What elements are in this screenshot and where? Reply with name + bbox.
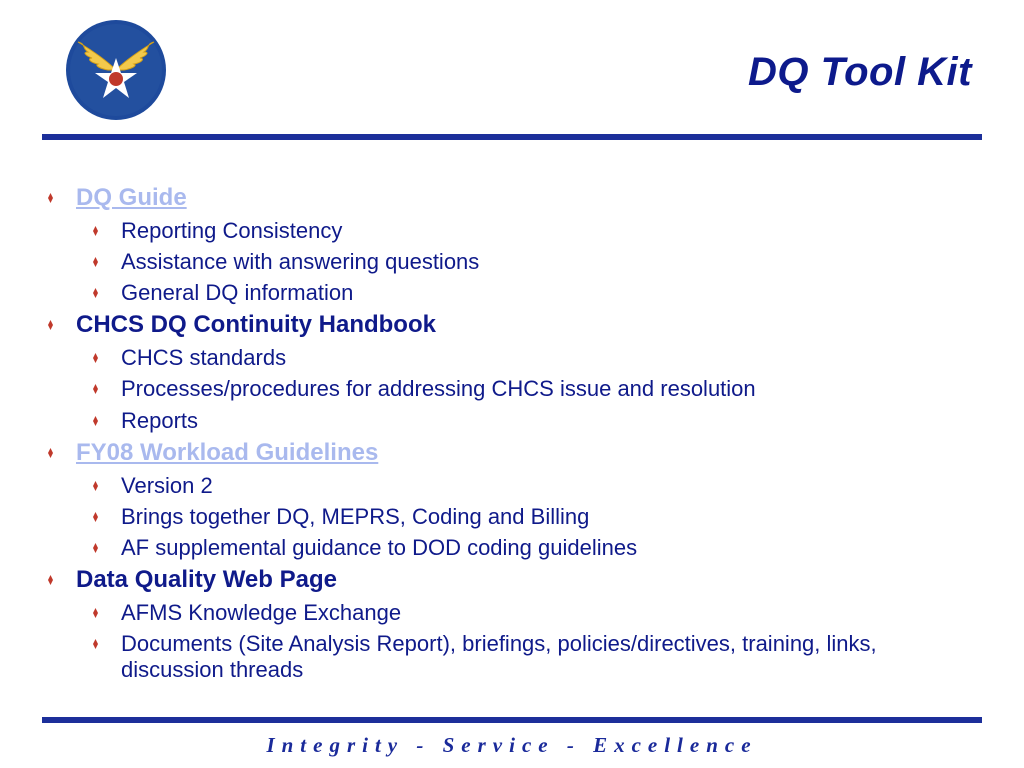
list-item [42, 280, 972, 305]
list-item [42, 218, 972, 243]
list-item [42, 249, 972, 274]
list-item-label: CHCS standards [121, 345, 287, 371]
list-item-label: General DQ information [121, 280, 354, 306]
list-item [42, 408, 972, 433]
diamond-bullet-icon [93, 416, 98, 426]
list-item-label: Version 2 [121, 472, 213, 498]
list-item-label: Documents (Site Analysis Report), briefings, policies/directives, training, links, discussion threads [121, 631, 877, 682]
diamond-bullet-icon [93, 543, 98, 553]
header-divider [42, 134, 982, 140]
footer-divider [42, 717, 982, 723]
diamond-bullet-icon [93, 608, 98, 618]
list-item [42, 376, 972, 401]
list-item [42, 345, 972, 370]
list-item [42, 473, 972, 498]
list-item-label: Reports [121, 407, 199, 433]
diamond-bullet-icon [93, 481, 98, 491]
diamond-bullet-icon [93, 257, 98, 267]
diamond-bullet-icon [93, 512, 98, 522]
list-item-label: AF supplemental guidance to DOD coding guidelines [121, 535, 638, 561]
list-item-label: Brings together DQ, MEPRS, Coding and Billing [121, 503, 590, 529]
list-item-label: Reporting Consistency [121, 217, 343, 243]
bullet-list [42, 180, 972, 688]
diamond-bullet-icon [48, 193, 53, 203]
diamond-bullet-icon [48, 320, 53, 330]
list-item-label: AFMS Knowledge Exchange [121, 600, 402, 626]
list-item[interactable] [42, 184, 972, 212]
winged-star-logo-icon [64, 18, 168, 122]
list-item [42, 631, 972, 682]
footer-motto: Integrity - Service - Excellence [266, 733, 758, 757]
diamond-bullet-icon [93, 353, 98, 363]
list-item [42, 311, 972, 339]
diamond-bullet-icon [93, 288, 98, 298]
list-item[interactable] [42, 439, 972, 467]
fy08-workload-guidelines-link[interactable]: FY08 Workload Guidelines [76, 438, 379, 466]
list-item-label: CHCS DQ Continuity Handbook [76, 311, 436, 339]
list-item [42, 535, 972, 560]
list-item-label: Assistance with answering questions [121, 248, 480, 274]
list-item-label: Processes/procedures for addressing CHCS issue and resolution [121, 376, 756, 402]
diamond-bullet-icon [48, 448, 53, 458]
list-item [42, 504, 972, 529]
page-title: DQ Tool Kit [748, 50, 972, 94]
diamond-bullet-icon [93, 639, 98, 649]
dq-guide-link[interactable]: DQ Guide [76, 184, 187, 211]
list-item [42, 600, 972, 625]
diamond-bullet-icon [93, 226, 98, 236]
diamond-bullet-icon [93, 384, 98, 394]
diamond-bullet-icon [48, 575, 53, 585]
list-item-label: Data Quality Web Page [76, 566, 337, 594]
list-item [42, 566, 972, 594]
